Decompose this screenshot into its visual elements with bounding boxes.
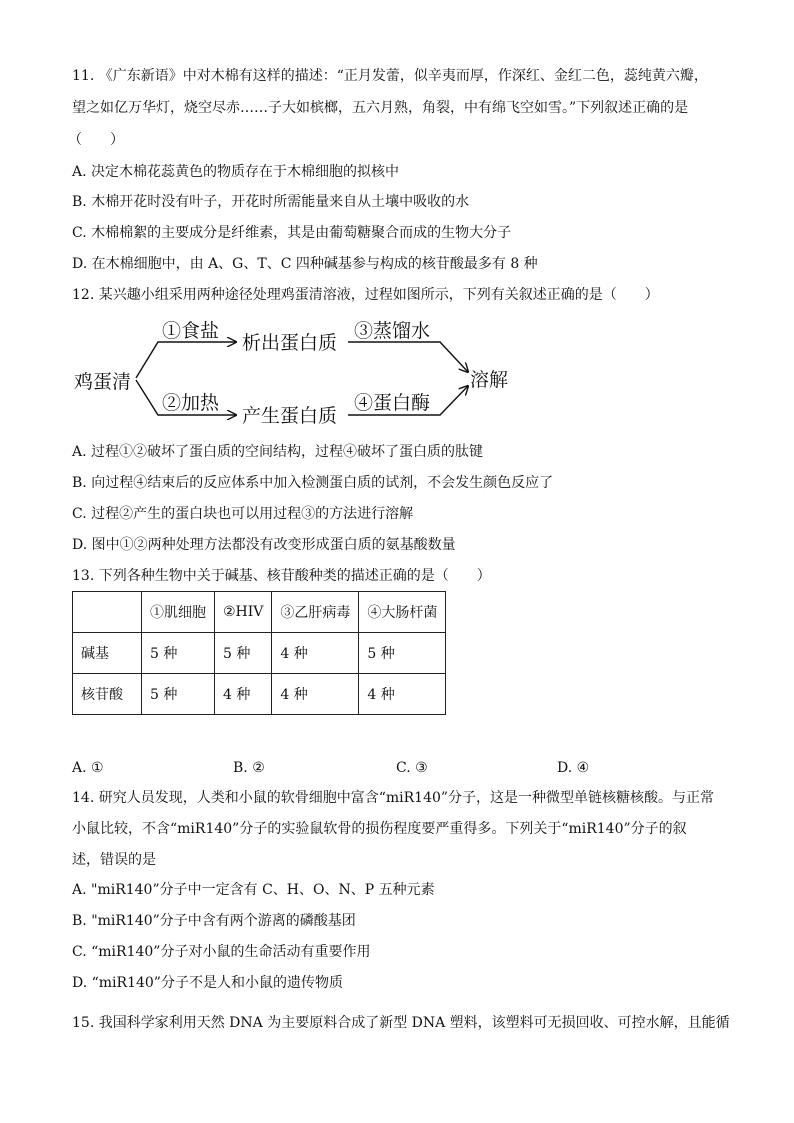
q11-option-d: D. 在木棉细胞中，由 A、G、T、C 四种碱基参与构成的核苷酸最多有 8 种 bbox=[72, 256, 538, 272]
q11-stem-line-1: 11. 《广东新语》中对木棉有这样的描述：“正月发蕾，似辛夷而厚，作深红、金红二色，蕊纯黄六瓣， bbox=[72, 68, 708, 84]
table-cell: 5 种 bbox=[359, 633, 446, 674]
diagram-step-2: ②加热 bbox=[162, 392, 220, 414]
q11-option-a: A. 决定木棉花蕊黄色的物质存在于木棉细胞的拟核中 bbox=[72, 164, 400, 180]
table-cell: 5 种 bbox=[142, 633, 215, 674]
q11-stem-line-2: 望之如亿万华灯，烧空尽赤……子大如槟榔，五六月熟，角裂，中有绵飞空如雪。”下列叙述正确的是 bbox=[72, 100, 689, 116]
table-header-row bbox=[73, 592, 446, 633]
table-cell: 5 种 bbox=[142, 674, 215, 715]
q12-option-a: A. 过程①②破坏了蛋白质的空间结构，过程④破坏了蛋白质的肽键 bbox=[72, 444, 484, 460]
q14-option-b: B. "miR140”分子中含有两个游离的磷酸基团 bbox=[72, 913, 356, 929]
table-row bbox=[73, 633, 446, 674]
q14-option-c: C. “miR140”分子对小鼠的生命活动有重要作用 bbox=[72, 944, 371, 960]
q13-option-a: A. ① bbox=[72, 760, 104, 776]
arrow-upper-left bbox=[136, 342, 236, 378]
table-cell: 4 种 bbox=[272, 633, 359, 674]
q13-option-c: C. ③ bbox=[396, 760, 428, 776]
diagram-step-3: ③蒸馏水 bbox=[354, 320, 431, 342]
table-cell: 4 种 bbox=[359, 674, 446, 715]
q14-option-a: A. "miR140”分子中一定含有 C、H、O、N、P 五种元素 bbox=[72, 882, 435, 898]
arrow-upper-right bbox=[348, 342, 468, 372]
table-cell: 核苷酸 bbox=[73, 674, 142, 715]
q13-option-b: B. ② bbox=[233, 760, 265, 776]
q12-option-c: C. 过程②产生的蛋白块也可以用过程③的方法进行溶解 bbox=[72, 506, 414, 522]
table-cell: 碱基 bbox=[73, 633, 142, 674]
table-row bbox=[73, 674, 446, 715]
diagram-end-dissolve: 溶解 bbox=[470, 369, 509, 391]
q13-stem: 13. 下列各种生物中关于碱基、核苷酸种类的描述正确的是（ ） bbox=[72, 568, 491, 584]
table-cell: 5 种 bbox=[215, 633, 272, 674]
q13-option-d: D. ④ bbox=[557, 760, 590, 776]
table-header-cell: ②HIV bbox=[215, 592, 272, 633]
process-diagram-svg bbox=[70, 312, 530, 432]
table-cell: 4 种 bbox=[272, 674, 359, 715]
diagram-step-4: ④蛋白酶 bbox=[354, 392, 431, 414]
table-header-cell bbox=[73, 592, 142, 633]
q12-stem: 12. 某兴趣小组采用两种途径处理鸡蛋清溶液，过程如图所示，下列有关叙述正确的是（ ） bbox=[72, 287, 659, 303]
base-nucleotide-table bbox=[72, 591, 446, 715]
q14-stem-line-2: 小鼠比较，不含“miR140”分子的实验鼠软骨的损伤程度要严重得多。下列关于“miR140”分子的叙 bbox=[72, 821, 687, 837]
q14-stem-line-3: 述，错误的是 bbox=[72, 852, 156, 868]
table-header-cell: ①肌细胞 bbox=[142, 592, 215, 633]
q14-stem-line-1: 14. 研究人员发现，人类和小鼠的软骨细胞中富含“miR140”分子，这是一种微型单链核糖核酸。与正常 bbox=[72, 790, 715, 806]
diagram-product-1: 析出蛋白质 bbox=[242, 332, 338, 354]
q12-option-b: B. 向过程④结束后的反应体系中加入检测蛋白质的试剂，不会发生颜色反应了 bbox=[72, 475, 554, 491]
table-header-cell: ③乙肝病毒 bbox=[272, 592, 359, 633]
q11-option-c: C. 木棉棉絮的主要成分是纤维素，其是由葡萄糖聚合而成的生物大分子 bbox=[72, 225, 512, 241]
table-header-cell: ④大肠杆菌 bbox=[359, 592, 446, 633]
q11-option-b: B. 木棉开花时没有叶子，开花时所需能量来自从土壤中吸收的水 bbox=[72, 194, 470, 210]
q11-answer-bracket: （ ） bbox=[68, 132, 124, 148]
q15-stem-line-1: 15. 我国科学家利用天然 DNA 为主要原料合成了新型 DNA 塑料，该塑料可无损回收、可控水解，且能循 bbox=[72, 1015, 730, 1031]
egg-white-process-diagram bbox=[70, 312, 530, 432]
q14-option-d: D. “miR140”分子不是人和小鼠的遗传物质 bbox=[72, 975, 343, 991]
table-cell: 4 种 bbox=[215, 674, 272, 715]
diagram-step-1: ①食盐 bbox=[162, 320, 220, 342]
diagram-product-2: 产生蛋白质 bbox=[242, 405, 338, 427]
diagram-start-egg-white: 鸡蛋清 bbox=[74, 371, 132, 393]
q12-option-d: D. 图中①②两种处理方法都没有改变形成蛋白质的氨基酸数量 bbox=[72, 537, 456, 553]
